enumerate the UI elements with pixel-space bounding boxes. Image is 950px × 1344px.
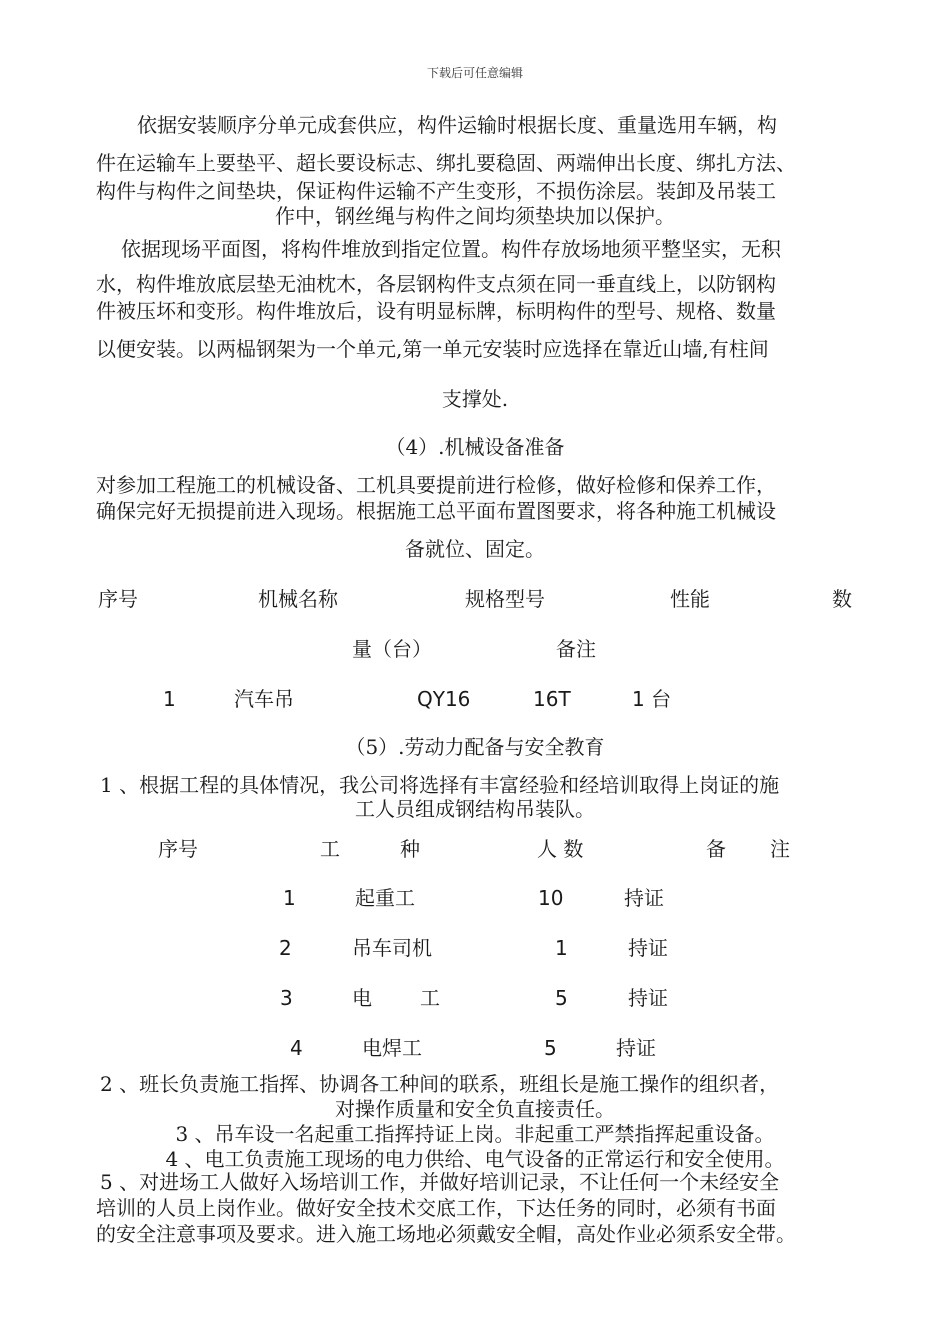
machinery-row1-name: 汽车吊 <box>234 687 294 711</box>
machinery-row1-performance: 16T <box>533 687 571 711</box>
para1-line-1: 依据安装顺序分单元成套供应，构件运输时根据长度、重量选用车辆，构 <box>137 113 777 137</box>
para1-line-3: 构件与构件之间垫块，保证构件运输不产生变形，不损伤涂层。装卸及吊装工 <box>96 179 776 203</box>
labor-header-headcount: 人 数 <box>537 837 584 861</box>
labor-header-trade-part2: 种 <box>400 837 420 861</box>
section4-text-line-2: 确保完好无损提前进入现场。根据施工总平面布置图要求，将各种施工机械设 <box>96 499 776 523</box>
para2-line-5: 支撑处. <box>441 387 509 411</box>
labor-row2-trade: 吊车司机 <box>352 936 432 960</box>
labor-row2-count: 1 <box>555 936 568 960</box>
section5-item2-line-1: 2 、班长负责施工指挥、协调各工种间的联系，班组长是施工操作的组织者， <box>100 1072 780 1096</box>
labor-header-remarks-part2: 注 <box>770 837 790 861</box>
labor-row4-remark: 持证 <box>616 1036 656 1060</box>
labor-row4-count: 5 <box>544 1036 557 1060</box>
machinery-header-performance: 性能 <box>670 587 710 611</box>
labor-row3-index: 3 <box>280 986 293 1010</box>
para2-line-3: 件被压坏和变形。构件堆放后，设有明显标牌，标明构件的型号、规格、数量 <box>96 299 776 323</box>
labor-row3-trade-part1: 电 <box>352 986 372 1010</box>
para1-line-4: 作中，钢丝绳与构件之间均须垫块加以保护。 <box>275 204 675 228</box>
para2-line-1: 依据现场平面图，将构件堆放到指定位置。构件存放场地须平整坚实，无积 <box>121 237 781 261</box>
machinery-header-remarks: 备注 <box>556 637 596 661</box>
labor-header-remarks-part1: 备 <box>706 837 726 861</box>
section4-text-line-3: 备就位、固定。 <box>405 537 545 561</box>
section5-item3: 3 、吊车设一名起重工指挥持证上岗。非起重工严禁指挥起重设备。 <box>175 1122 775 1146</box>
machinery-row1-model: QY16 <box>417 687 471 711</box>
para2-line-4: 以便安装。以两榀钢架为一个单元,第一单元安装时应选择在靠近山墙,有柱间 <box>96 337 769 361</box>
machinery-header-model: 规格型号 <box>465 587 545 611</box>
section5-item5-line-1: 5 、对进场工人做好入场培训工作，并做好培训记录，不让任何一个未经安全 <box>100 1170 780 1194</box>
labor-row1-trade: 起重工 <box>355 886 415 910</box>
para1-line-2: 件在运输车上要垫平、超长要设标志、绑扎要稳固、两端伸出长度、绑扎方法、 <box>96 151 796 175</box>
labor-row4-index: 4 <box>290 1036 303 1060</box>
labor-row2-remark: 持证 <box>628 936 668 960</box>
section5-item5-line-3: 的安全注意事项及要求。进入施工场地必须戴安全帽，高处作业必须系安全带。 <box>96 1222 796 1246</box>
machinery-header-quantity-part1: 数 <box>832 587 852 611</box>
labor-header-trade-part1: 工 <box>320 837 340 861</box>
section4-text-line-1: 对参加工程施工的机械设备、工机具要提前进行检修，做好检修和保养工作， <box>96 473 776 497</box>
machinery-row1-index: 1 <box>163 687 176 711</box>
labor-row4-trade: 电焊工 <box>362 1036 422 1060</box>
labor-row1-count: 10 <box>538 886 564 910</box>
labor-row3-count: 5 <box>555 986 568 1010</box>
machinery-header-index: 序号 <box>98 587 138 611</box>
machinery-header-name: 机械名称 <box>258 587 338 611</box>
machinery-header-quantity-part2: 量（台） <box>352 637 432 661</box>
section5-title: （5）.劳动力配备与安全教育 <box>345 735 605 759</box>
page-header: 下载后可任意编辑 <box>426 66 523 80</box>
labor-row1-index: 1 <box>283 886 296 910</box>
labor-row1-remark: 持证 <box>624 886 664 910</box>
labor-row2-index: 2 <box>279 936 292 960</box>
section5-item5-line-2: 培训的人员上岗作业。做好安全技术交底工作，下达任务的同时，必须有书面 <box>96 1196 776 1220</box>
section5-item2-line-2: 对操作质量和安全负直接责任。 <box>335 1097 615 1121</box>
labor-row3-remark: 持证 <box>628 986 668 1010</box>
labor-header-index: 序号 <box>158 837 198 861</box>
section5-item1-line-2: 工人员组成钢结构吊装队。 <box>355 797 595 821</box>
labor-row3-trade-part2: 工 <box>420 986 440 1010</box>
section5-item1-line-1: 1 、根据工程的具体情况，我公司将选择有丰富经验和经培训取得上岗证的施 <box>100 773 780 797</box>
section5-item4: 4 、电工负责施工现场的电力供给、电气设备的正常运行和安全使用。 <box>165 1147 785 1171</box>
section4-title: （4）.机械设备准备 <box>385 435 565 459</box>
para2-line-2: 水，构件堆放底层垫无油枕木，各层钢构件支点须在同一垂直线上，以防钢构 <box>96 272 776 296</box>
machinery-row1-quantity: 1 台 <box>632 687 672 711</box>
